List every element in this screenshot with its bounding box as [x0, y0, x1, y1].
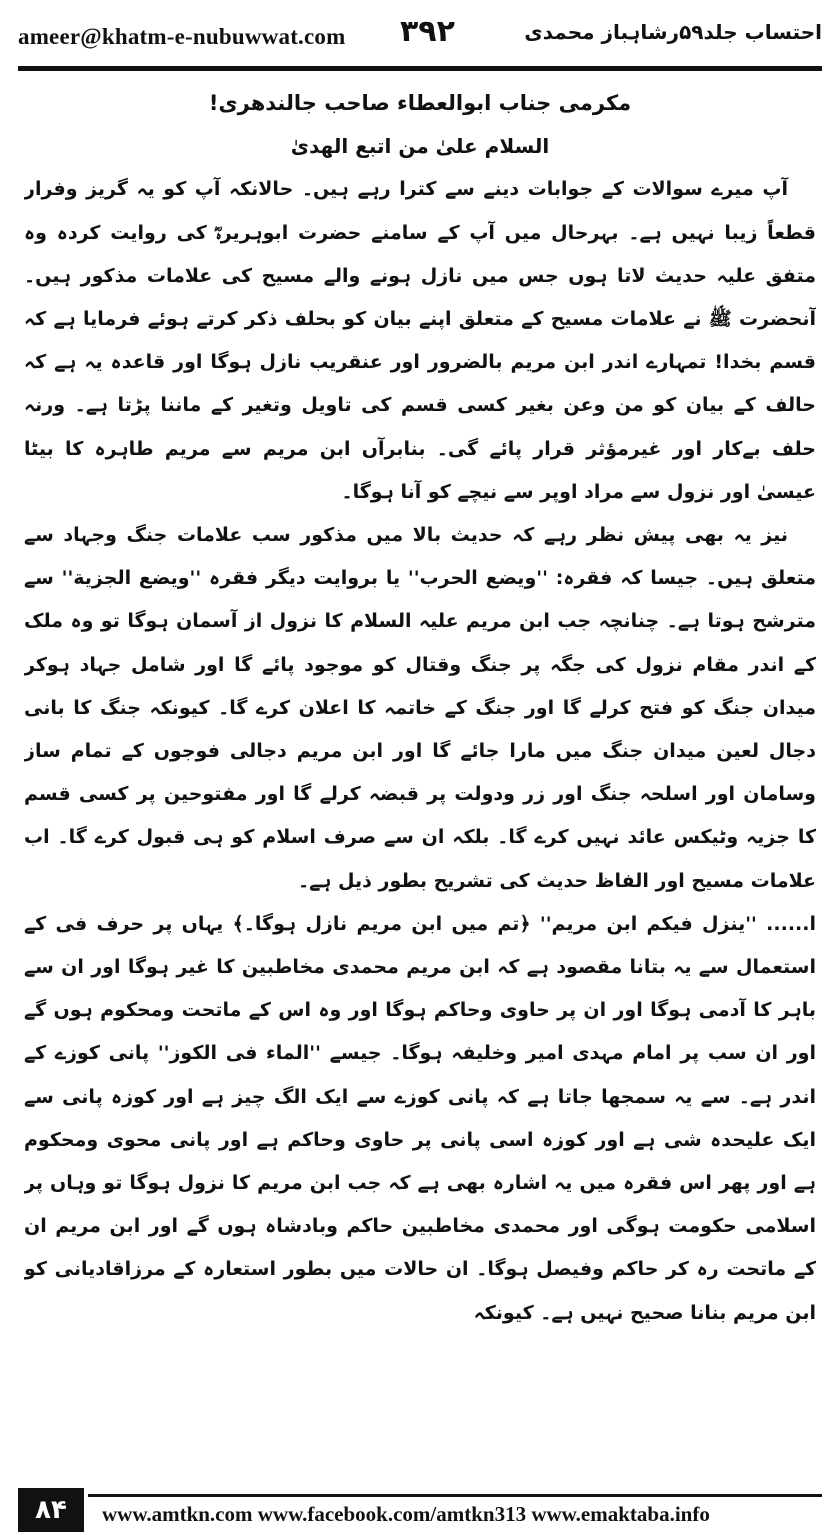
header-book-title: احتساب جلد۵۹رشاہباز محمدی: [524, 20, 822, 44]
letter-greeting: السلام علیٰ من اتبع الهدیٰ: [290, 134, 550, 159]
letter-body: [24, 82, 816, 1480]
header-divider: [18, 66, 822, 71]
letter-salutation: مکرمی جناب ابوالعطاء صاحب جالندھری!: [208, 91, 632, 115]
footer-links: www.amtkn.com www.facebook.com/amtkn313 www.emaktaba.info: [102, 1502, 710, 1526]
header-page-number: ۳۹۲: [400, 14, 455, 49]
header-email: ameer@khatm-e-nubuwwat.com: [18, 24, 346, 49]
footer-page-number: ۸۴: [18, 1488, 84, 1532]
footer-divider: [88, 1494, 822, 1497]
paragraph-1: آپ میرے سوالات کے جوابات دینے سے کترا رہے ہیں۔ حالانکہ آپ کو یہ گریز وفرار قطعاً زیبا نہیں ہے۔ بہرحال میں آپ کے سامنے حضرت ابوہریرہؓ کی روایت کردہ وہ متفق علیہ حدیث لاتا ہوں جس میں نازل ہونے والے مسیح کی علامات مذکور ہیں۔ آنحضرت ﷺ نے علامات مسیح کے متعلق اپنے بیان کو بحلف ذکر کرتے ہوئے فرمایا ہے کہ قسم بخدا! تمہارے اندر ابن مریم بالضرور اور عنقریب نازل ہوگا اور قاعدہ یہ ہے کہ حالف کے بیان کو من وعن بغیر کسی قسم کی تاویل وتغیر کے ماننا پڑتا ہے۔ ورنہ حلف بےکار اور غیرمؤثر قرار پائے گی۔ بنابرآں ابن مریم سے مریم طاہرہ کا بیٹا عیسیٰ اور نزول سے مراد اوپر سے نیچے کو آنا ہوگا۔: [24, 178, 816, 503]
page-header: [18, 14, 822, 60]
paragraph-2: نیز یہ بھی پیش نظر رہے کہ حدیث بالا میں مذکور سب علامات جنگ وجہاد سے متعلق ہیں۔ جیسا کہ فقرہ: ''ويضع الحرب'' یا بروایت دیگر فقرہ ''ويضع الجزية'' سے مترشح ہوتا ہے۔ چنانچہ جب ابن مریم علیہ السلام کا نزول از آسمان ہوگا تو وہ ملک کے اندر مقام نزول کی جگہ پر جنگ وقتال کو موجود پائے گا اور شامل جہاد ہوکر میدان جنگ کو فتح کرلے گا اور جنگ کے خاتمہ کا اعلان کرے گا۔ کیونکہ جنگ کا بانی دجال لعین میدان جنگ میں مارا جائے گا اور ابن مریم دجالی فوجوں کے تمام ساز وسامان اور اسلحہ جنگ اور زر ودولت پر قبضہ کرلے گا اور مفتوحین پر کسی قسم کا جزیہ وٹیکس عائد نہیں کرے گا۔ بلکہ ان سے صرف اسلام کو ہی قبول کرے گا۔ اب علامات مسیح اور الفاظ حدیث کی تشریح بطور ذیل ہے۔: [24, 524, 816, 892]
paragraph-3: ا...... ''ينزل فيكم ابن مريم'' ﴿تم میں ابن مریم نازل ہوگا۔﴾ یہاں پر حرف فی کے استعمال سے یہ بتانا مقصود ہے کہ ابن مریم محمدی مخاطبین کا غیر ہوگا اور ان سے باہر کا آدمی ہوگا اور ان پر حاوی وحاکم ہوگا اور وہ اس کے ماتحت ومحکوم ہوں گے اور ان سب پر امام مہدی امیر وخلیفہ ہوگا۔ جیسے ''الماء فى الكوز'' پانی کوزے کے اندر ہے۔ سے یہ سمجھا جاتا ہے کہ پانی کوزے سے ایک الگ چیز ہے اور کوزہ پانی سے ایک علیحدہ شی ہے اور کوزہ اسی پانی پر حاوی وحاکم ہے اور پانی محوی ومحکوم ہے اور پھر اس فقرہ میں یہ اشارہ بھی ہے کہ جب ابن مریم کا نزول ہوگا تو وہاں پر اسلامی حکومت ہوگی اور محمدی مخاطبین حاکم وبادشاہ ہوں گے اور ابن مریم ان کے ماتحت رہ کر حاکم وفیصل ہوگا۔ ان حالات میں بطور استعارہ کے مرزاقادیانی کو ابن مریم بنانا صحیح نہیں ہے۔ کیونکہ: [24, 912, 816, 1324]
page-footer: [18, 1490, 822, 1532]
